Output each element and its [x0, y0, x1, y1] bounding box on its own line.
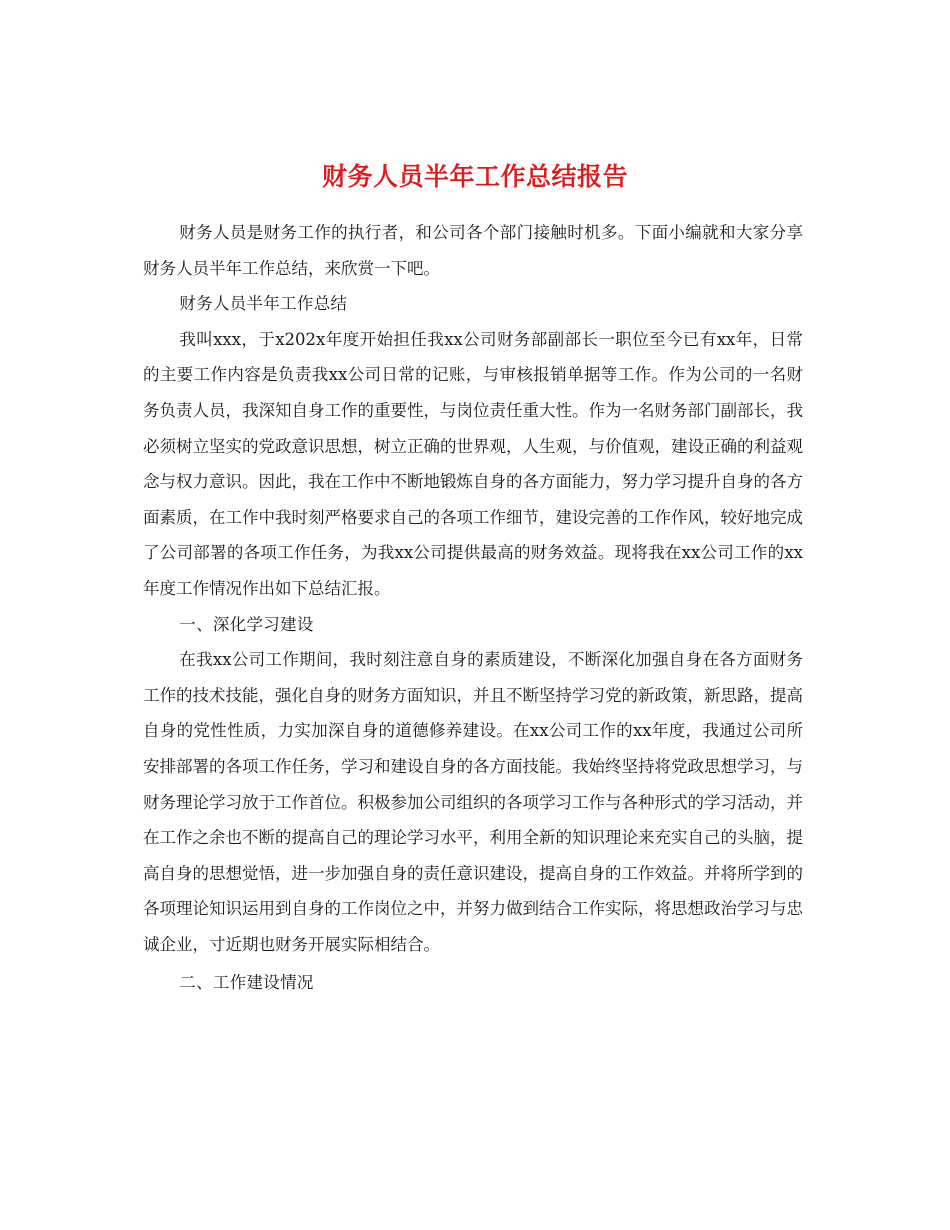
document-body	[143, 215, 803, 1001]
body-paragraph-2: 在我xx公司工作期间，我时刻注意自身的素质建设，不断深化加强自身在各方面财务工作的技术技能，强化自身的财务方面知识，并且不断坚持学习党的新政策，新思路，提高自身的党性性质，力实加深自身的道德修养建设。在xx公司工作的xx年度，我通过公司所安排部署的各项工作任务，学习和建设自身的各方面技能。我始终坚持将党政思想学习，与财务理论学习放于工作首位。积极参加公司组织的各项学习工作与各种形式的学习活动，并在工作之余也不断的提高自己的理论学习水平，利用全新的知识理论来充实自己的头脑，提高自身的思想觉悟，进一步加强自身的责任意识建设，提高自身的工作效益。并将所学到的各项理论知识运用到自身的工作岗位之中，并努力做到结合工作实际，将思想政治学习与忠诚企业，寸近期也财务开展实际相结合。	[143, 650, 803, 954]
body-paragraph-1: 我叫xxx，于x202x年度开始担任我xx公司财务部副部长一职位至今已有xx年，日常的主要工作内容是负责我xx公司日常的记账，与审核报销单据等工作。作为公司的一名财务负责人员，我深知自身工作的重要性，与岗位责任重大性。作为一名财务部门副部长，我必须树立坚实的党政意识思想，树立正确的世界观，人生观，与价值观，建设正确的利益观念与权力意识。因此，我在工作中不断地锻炼自身的各方面能力，努力学习提升自身的各方面素质，在工作中我时刻严格要求自己的各项工作细节，建设完善的工作作风，较好地完成了公司部署的各项工作任务，为我xx公司提供最高的财务效益。现将我在xx公司工作的xx年度工作情况作出如下总结汇报。	[143, 329, 803, 598]
document-title: 财务人员半年工作总结报告	[321, 161, 628, 191]
intro-paragraph: 财务人员是财务工作的执行者，和公司各个部门接触时机多。下面小编就和大家分享财务人员半年工作总结，来欣赏一下吧。	[143, 223, 803, 278]
subtitle-line: 财务人员半年工作总结	[179, 294, 348, 314]
section-heading-2: 二、工作建设情况	[179, 973, 314, 993]
section-heading-1: 一、深化学习建设	[179, 614, 314, 634]
